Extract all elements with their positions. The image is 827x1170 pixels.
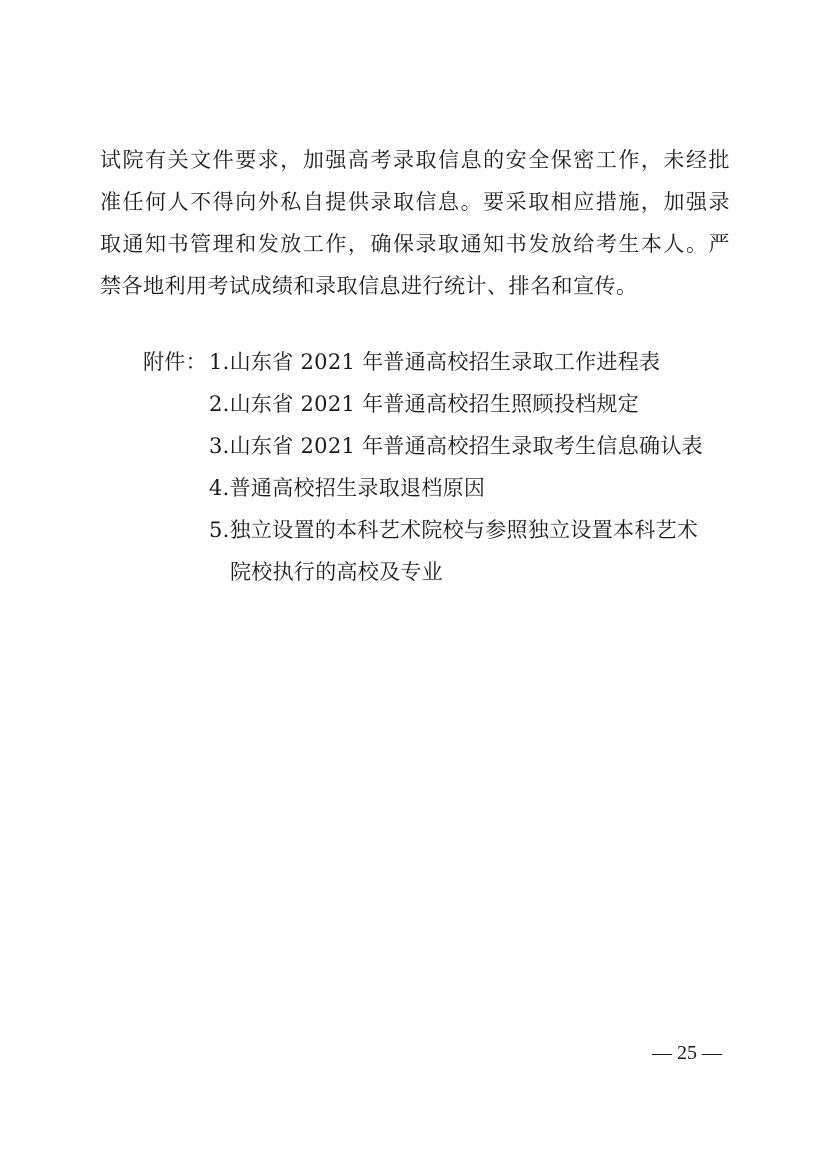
- attachment-row-4: [143, 467, 743, 509]
- attachment-row-3: [143, 425, 743, 467]
- attachment-row-5: [143, 509, 743, 551]
- paragraph-line-4: 禁各地利用考试成绩和录取信息进行统计、排名和宣传。: [100, 274, 638, 298]
- attachment-item-5-continuation: 院校执行的高校及专业: [230, 560, 443, 584]
- attachment-item-1: 1.山东省 2021 年普通高校招生录取工作进程表: [209, 350, 661, 374]
- attachment-item-3: 3.山东省 2021 年普通高校招生录取考生信息确认表: [209, 434, 703, 458]
- attachment-item-2: 2.山东省 2021 年普通高校招生照顾投档规定: [209, 392, 640, 416]
- page-number: — 25 —: [652, 1042, 722, 1064]
- paragraph-line-1: 试院有关文件要求，加强高考录取信息的安全保密工作，未经批: [100, 148, 730, 172]
- attachment-row-2: [143, 383, 743, 425]
- attachment-row-5-continuation: [143, 551, 743, 593]
- attachment-row-1: [143, 341, 743, 383]
- attachments-list: [143, 341, 743, 593]
- paragraph-line-2: 准任何人不得向外私自提供录取信息。要采取相应措施，加强录: [100, 190, 730, 214]
- paragraph-line-3: 取通知书管理和发放工作，确保录取通知书发放给考生本人。严: [100, 232, 730, 256]
- attachment-item-4: 4.普通高校招生录取退档原因: [209, 476, 486, 500]
- attachments-label: 附件：: [143, 350, 207, 374]
- body-paragraph: [100, 139, 730, 307]
- attachment-item-5: 5.独立设置的本科艺术院校与参照独立设置本科艺术: [209, 518, 699, 542]
